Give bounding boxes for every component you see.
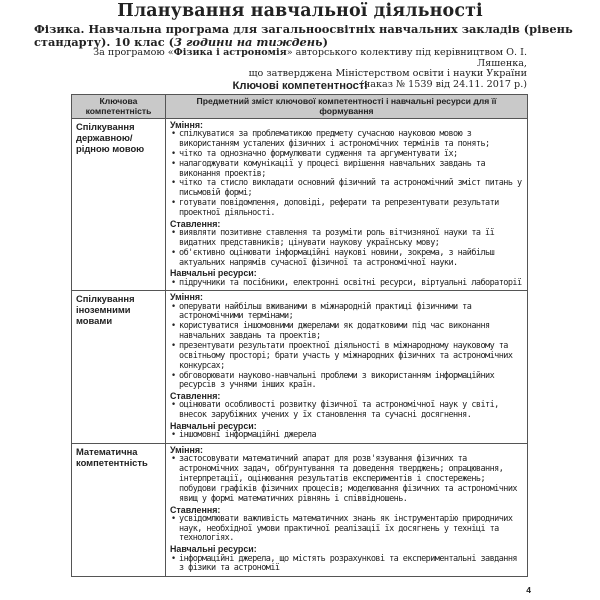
list-item: • об'єктивно оцінювати інформаційні наукові новини, зокрема, з найбільш актуальних напрямів сучасної фізичної та астрономічної науки. [170, 249, 524, 269]
attitudes-list [170, 401, 524, 421]
list-item: • оперувати найбільш вживаними в міжнародній практиці фізичними та астрономічними термінами; [170, 303, 524, 323]
competences-table [71, 94, 528, 577]
list-item: • інформаційні джерела, що містять розрахункові та експериментальні завдання з фізики та астрономії [170, 555, 524, 575]
resources-heading: Навчальні ресурси: [170, 268, 257, 279]
resources-list [170, 555, 524, 575]
skills-heading: Уміння: [170, 120, 203, 130]
resources-list [170, 431, 524, 441]
list-item: • налагоджувати комунікації у процесі вирішення навчальних завдань та виконання проектів; [170, 160, 524, 180]
attitudes-heading: Ставлення: [170, 391, 221, 402]
page-number: 4 [526, 585, 531, 595]
attitudes-heading: Ставлення: [170, 504, 221, 515]
resources-list [170, 279, 524, 289]
list-item: • користуватися іншомовними джерелами як додатковими під час виконання навчальних завдань та проектів; [170, 322, 524, 342]
header-competence: Ключова компетентність [72, 95, 166, 119]
attitudes-heading: Ставлення: [170, 218, 221, 229]
list-item: • презентувати результати проектної діяльності в міжнародному науковому та освітньому просторі; брати участь у міжнародних фізичних та астрономічних конкурсах; [170, 342, 524, 372]
program-line-1 [57, 48, 527, 69]
list-item: • підручники та посібники, електронні освітні ресурси, віртуальні лабораторії [170, 279, 524, 289]
list-item: • чітко та стисло викладати основний фізичний та астрономічний зміст питань у письмовій формі; [170, 179, 524, 199]
table-row [72, 444, 528, 577]
list-item: • обговорювати науково-навчальні проблеми з використанням інформаційних ресурсів з учнями інших країн. [170, 372, 524, 392]
competence-name: Спілкування іноземними мовами [72, 291, 166, 444]
subtitle-main: Фізика. Навчальна програма для загальноосвітніх навчальних закладів (рівень стандарту). 10 клас ( [34, 22, 573, 49]
header-content: Предметний зміст ключової компетентності і навчальні ресурси для її формування [166, 95, 528, 119]
section-title: Ключові компетентності [232, 80, 368, 92]
competence-name: Спілкування державною/ рідною мовою [72, 119, 166, 291]
subtitle-hours: 3 години на тиждень [174, 34, 323, 49]
competence-content [166, 291, 528, 444]
program-prefix: За програмою « [93, 47, 174, 58]
skills-heading: Уміння: [170, 292, 203, 303]
list-item: • застосовувати математичний апарат для розв'язування фізичних та астрономічних задач, обґрунтування та доведення тверджень; опрацювання, інтерпретації, оцінювання результатів експериментів і спостережень; побудови графіків фізичних процесів; моделювання фізичних та астрономічних явищ у формі математичних рівнянь і співвідношень. [170, 455, 524, 504]
attitudes-list [170, 229, 524, 268]
list-item: • усвідомлювати важливість математичних знань як інструментарію природничих наук, необхідної умови практичної реалізації їх досягнень у техніці та технологіях. [170, 515, 524, 545]
competence-content [166, 444, 528, 577]
program-suffix: » авторського колективу під керівництвом О. І. Ляшенка, [286, 47, 527, 69]
page-title: Планування навчальної діяльності [117, 1, 483, 21]
skills-list [170, 303, 524, 392]
program-name: Фізика і астрономія [173, 47, 287, 58]
list-item: • іншомовні інформаційні джерела [170, 431, 524, 441]
skills-heading: Уміння: [170, 445, 203, 456]
course-subtitle [34, 23, 574, 48]
subtitle-end: ) [322, 34, 328, 49]
competence-content [166, 119, 528, 291]
skills-list [170, 130, 524, 219]
attitudes-list [170, 515, 524, 545]
list-item: • готувати повідомлення, доповіді, реферати та репрезентувати результати проектної діяльності. [170, 199, 524, 219]
program-line-2: що затверджена Міністерством освіти і науки України [248, 68, 527, 80]
resources-heading: Навчальні ресурси: [170, 544, 257, 555]
skills-list [170, 455, 524, 504]
program-line-3: (наказ № 1539 від 24.11. 2017 р.) [360, 79, 527, 91]
list-item: • чітко та однозначно формулювати судження та аргументувати їх; [170, 150, 524, 160]
list-item: • виявляти позитивне ставлення та розуміти роль вітчизняної науки та її видатних представників; цінувати наукову українську мову; [170, 229, 524, 249]
table-header-row [72, 95, 528, 119]
list-item: • оцінювати особливості розвитку фізичної та астрономічної наук у світі, внесок зарубіжних учених у їх становлення та сучасні досягнення. [170, 401, 524, 421]
competence-name: Математична компетентність [72, 444, 166, 577]
table-row [72, 119, 528, 291]
resources-heading: Навчальні ресурси: [170, 421, 257, 432]
table-row [72, 291, 528, 444]
list-item: • спілкуватися за проблематикою предмету сучасною науковою мовою з використанням усталених фізичних і астрономічних термінів та понять; [170, 130, 524, 150]
